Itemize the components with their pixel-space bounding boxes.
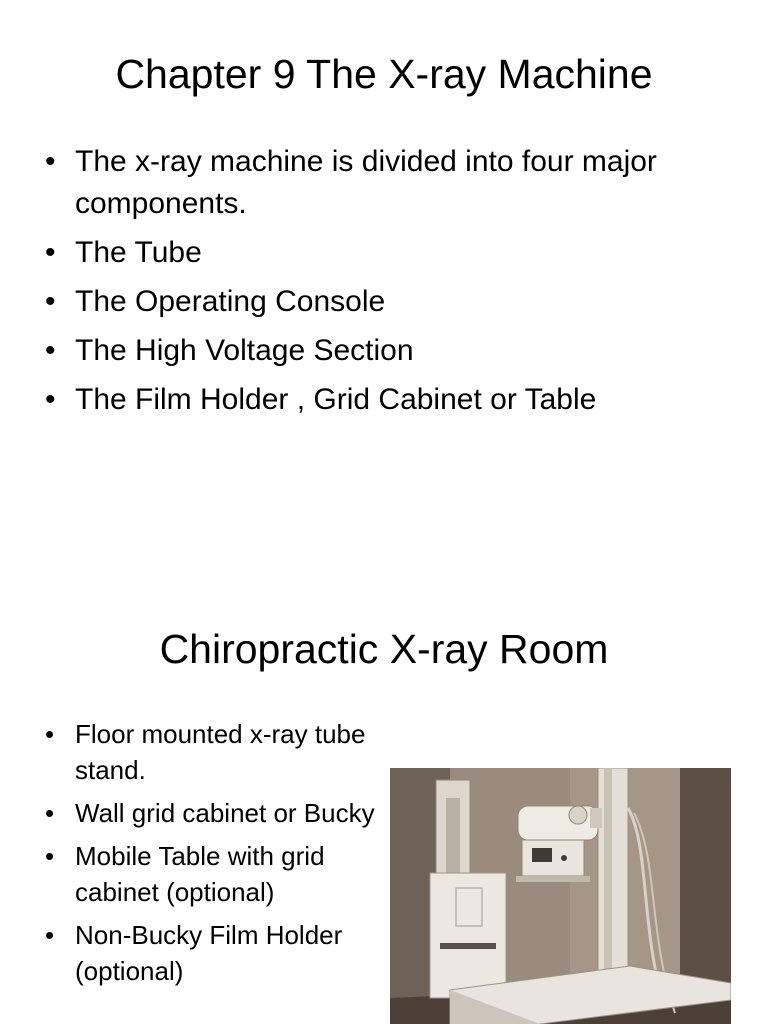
slide-xray-room <box>0 512 768 1024</box>
bullet-item: • The x-ray machine is divided into four major components. <box>43 141 743 225</box>
slide-title: Chiropractic X-ray Room <box>159 626 609 672</box>
bullet-item: • The Tube <box>43 232 743 274</box>
bullet-list <box>43 141 743 428</box>
slide-title: Chapter 9 The X-ray Machine <box>115 51 653 97</box>
bullet-item: • The Operating Console <box>43 281 743 323</box>
xray-room-illustration <box>390 768 731 1024</box>
xray-room-photo <box>390 768 731 1024</box>
bullet-item: • Wall grid cabinet or Bucky <box>43 795 383 831</box>
bullet-item: • The High Voltage Section <box>43 330 743 372</box>
bullet-list <box>43 716 383 996</box>
bullet-item: • Floor mounted x-ray tube stand. <box>43 716 383 788</box>
bullet-item: • Non-Bucky Film Holder (optional) <box>43 917 383 989</box>
bullet-item: • The Film Holder , Grid Cabinet or Table <box>43 379 743 421</box>
bullet-item: • Mobile Table with grid cabinet (optional) <box>43 838 383 910</box>
